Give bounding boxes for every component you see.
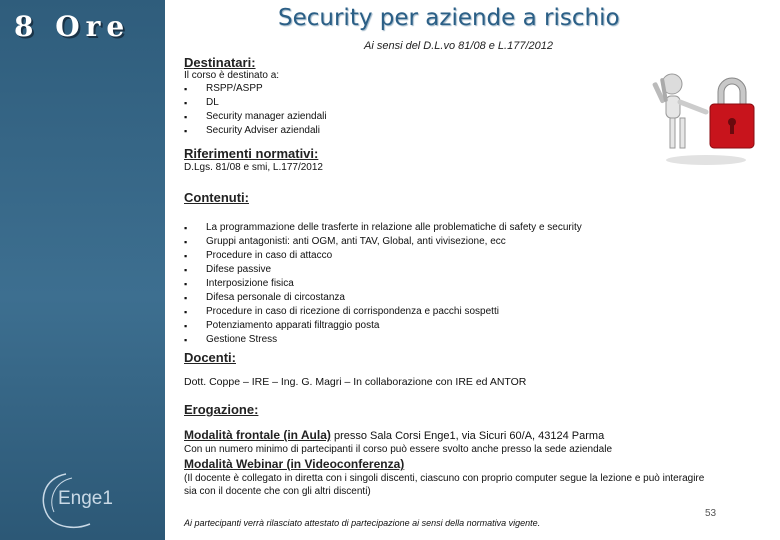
webinar-note-line2: sia con il docente che con gli altri discenti) [184,486,371,497]
logo-text: Enge1 [58,488,113,509]
destinatari-intro: Il corso è destinato a: [184,70,280,81]
page-number: 53 [705,508,717,519]
docenti-heading: Docenti: [184,350,236,365]
footer-note: Ai partecipanti verrà rilasciato attestato di partecipazione ai sensi della normativa vigente. [184,518,541,528]
list-item: ▪ La programmazione delle trasferte in relazione alle problematiche di safety e security [184,221,582,235]
course-hours-label: 8 Ore [14,10,131,43]
docenti-text: Dott. Coppe – IRE – Ing. G. Magri – In collaborazione con IRE ed ANTOR [184,376,527,388]
sidebar [0,0,165,540]
webinar-note-line1: (Il docente è collegato in diretta con i singoli discenti, ciascuno con proprio computer segue la lezione e può interagire [184,473,705,484]
list-item: ▪ RSPP/ASPP [184,82,327,96]
aula-note: Con un numero minimo di partecipanti il corso può essere svolto anche presso la sede aziendale [184,444,613,455]
list-item: ▪ DL [184,96,327,110]
webinar-mode [184,457,404,471]
destinatari-heading: Destinatari: [184,55,256,70]
list-item: ▪ Difesa personale di circostanza [184,291,582,305]
aula-mode [184,428,604,442]
aula-location: presso Sala Corsi Enge1, via Sicuri 60/A, 43124 Parma [330,430,605,442]
list-item: ▪ Security manager aziendali [184,110,327,124]
page-title: Security per aziende a rischio [278,5,620,31]
list-item: ▪ Interposizione fisica [184,277,582,291]
list-item: ▪ Procedure in caso di attacco [184,249,582,263]
list-item: ▪ Gruppi antagonisti: anti OGM, anti TAV, Global, anti vivisezione, ecc [184,235,582,249]
list-item: ▪ Gestione Stress [184,333,582,347]
aula-label: Modalità frontale (in Aula) [184,428,331,442]
list-item: ▪ Security Adviser aziendali [184,124,327,138]
page-subtitle: Ai sensi del D.L.vo 81/08 e L.177/2012 [364,40,553,52]
keys-padlock-icon [648,62,768,167]
destinatari-list [184,82,327,138]
list-item: ▪ Difese passive [184,263,582,277]
list-item: ▪ Potenziamento apparati filtraggio posta [184,319,582,333]
list-item: ▪ Procedure in caso di ricezione di corrispondenza e pacchi sospetti [184,305,582,319]
webinar-label: Modalità Webinar (in Videoconferenza) [184,457,405,471]
contenuti-heading: Contenuti: [184,190,249,205]
contenuti-list [184,221,582,347]
riferimenti-text: D.Lgs. 81/08 e smi, L.177/2012 [184,162,323,173]
erogazione-heading: Erogazione: [184,402,259,417]
riferimenti-heading: Riferimenti normativi: [184,146,319,161]
